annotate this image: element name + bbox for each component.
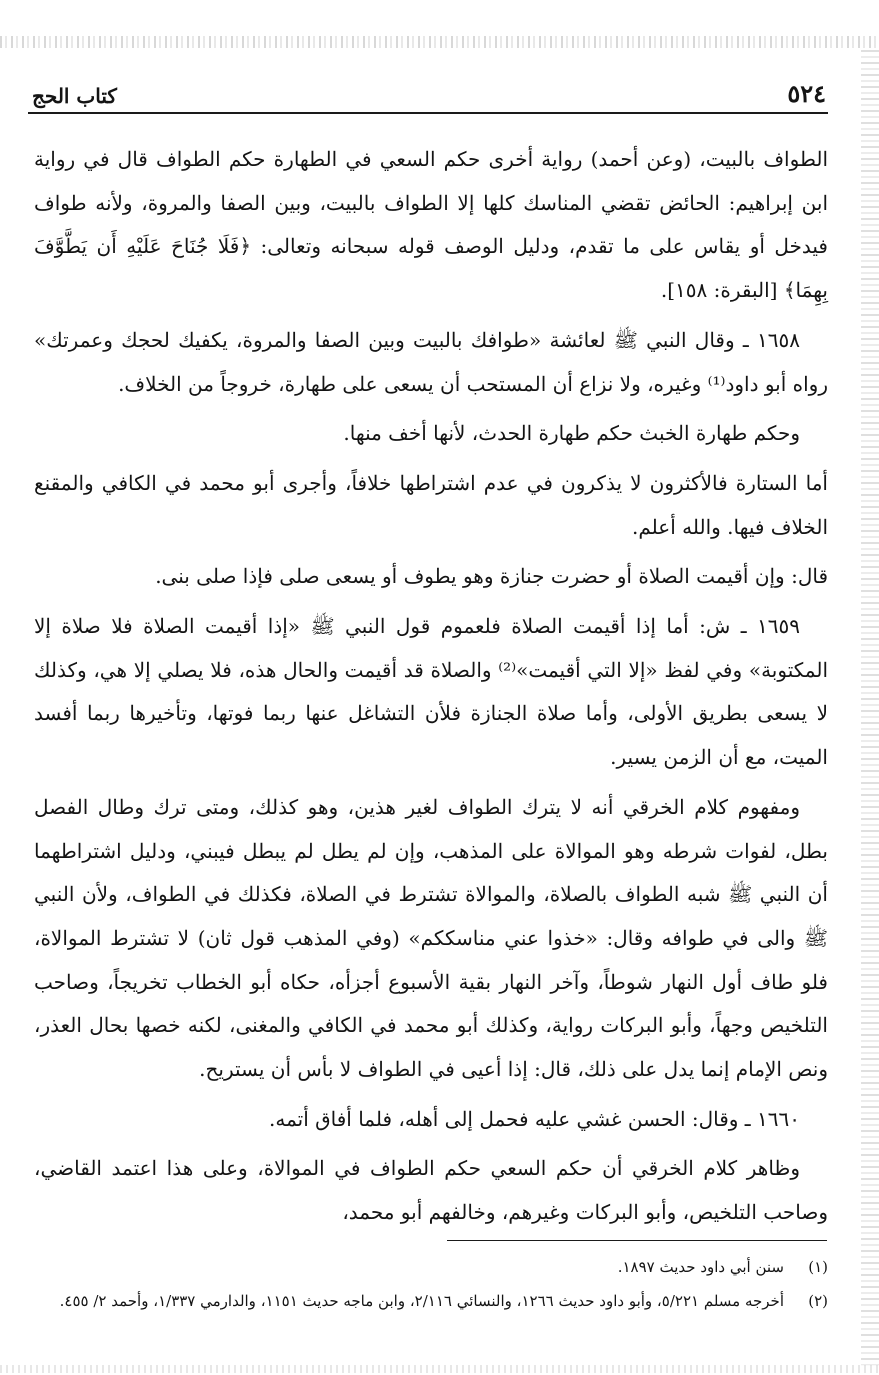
footnote-text: سنن أبي داود حديث ١٨٩٧. bbox=[617, 1258, 784, 1276]
footnote-number: (٢) bbox=[808, 1292, 828, 1310]
footnote-rule bbox=[447, 1240, 827, 1241]
paragraph: الطواف بالبيت، (وعن أحمد) رواية أخرى حكم السعي في الطهارة حكم الطواف قال في رواية ابن إبراهيم: الحائض تقضي المناسك كلها إلا الطواف بالبيت، وبين الصفا والمروة، ولأنه طواف فيدخل أو يقاس على ما تقدم، ودليل الوصف قوله سبحانه وتعالى: ﴿فَلَا جُنَاحَ عَلَيْهِ أَن يَطَّوَّفَ بِهِمَا﴾ [البقرة: ١٥٨]. bbox=[34, 147, 828, 303]
book-title: كتاب الحج bbox=[32, 84, 117, 108]
running-header bbox=[28, 78, 828, 114]
main-text bbox=[34, 138, 828, 1241]
scan-border-top bbox=[0, 36, 879, 48]
paragraph: وظاهر كلام الخرقي أن حكم السعي حكم الطواف في الموالاة، وعلى هذا اعتمد القاضي، وصاحب التلخيص، وأبو البركات وغيرهم، وخالفهم أبو محمد، bbox=[34, 1156, 828, 1225]
paragraph: ١٦٥٨ ـ وقال النبي ﷺ لعائشة «طوافك بالبيت وبين الصفا والمروة، يكفيك لحجك وعمرتك» رواه أبو داود⁽¹⁾ وغيره، ولا نزاع أن المستحب أن يسعى على طهارة، خروجاً من الخلاف. bbox=[34, 327, 828, 396]
footnotes bbox=[34, 1250, 828, 1318]
footnote-text: أخرجه مسلم ٥/٢٢١، وأبو داود حديث ١٢٦٦، والنسائي ٢/١١٦، وابن ماجه حديث ١١٥١، والدارمي ١/٣٣٧، وأحمد ٢/ ٤٥٥. bbox=[59, 1292, 784, 1310]
paragraph: أما الستارة فالأكثرون لا يذكرون في عدم اشتراطها خلافاً، وأجرى أبو محمد في الكافي والمقنع الخلاف فيها. والله أعلم. bbox=[34, 470, 828, 539]
paragraph: ١٦٥٩ ـ ش: أما إذا أقيمت الصلاة فلعموم قول النبي ﷺ «إذا أقيمت الصلاة فلا صلاة إلا المكتوبة» وفي لفظ «إلا التي أقيمت»⁽²⁾ والصلاة قد أقيمت والحال هذه، فلا يصلي إلا هي، وكذلك لا يسعى بطريق الأولى، وأما صلاة الجنازة فلأن التشاغل عنها ربما فوتها، وتأخيرها ربما أفسد الميت، مع أن الزمن يسير. bbox=[34, 614, 828, 770]
paragraph: ١٦٦٠ ـ وقال: الحسن غشي عليه فحمل إلى أهله، فلما أفاق أتمه. bbox=[269, 1106, 800, 1131]
paragraph: ومفهوم كلام الخرقي أنه لا يترك الطواف لغير هذين، وهو كذلك، ومتى ترك وطال الفصل بطل، لفوات شرطه وهو الموالاة على المذهب، وإن لم يطل لم يبطل فيبني، ودليل اشتراطهما أن النبي ﷺ شبه الطواف بالصلاة، والموالاة تشترط في الصلاة، فكذلك في الطواف، ولأن النبي ﷺ والى في طوافه وقال: «خذوا عني مناسككم» (وفي المذهب قول ثان) لا تشترط الموالاة، فلو طاف أول النهار شوطاً، وآخر النهار بقية الأسبوع أجزأه، حكاه أبو الخطاب تخريجاً، وصاحب التلخيص وجهاً، وأبو البركات رواية، وكذلك أبو محمد في الكافي والمغنى، لكنه خصها بحال العذر، ونص الإمام إنما يدل على ذلك، قال: إذا أعيى في الطواف لا بأس أن يستريح. bbox=[34, 794, 828, 1082]
footnote bbox=[34, 1284, 828, 1318]
footnote bbox=[34, 1250, 828, 1284]
page-number: ٥٢٤ bbox=[787, 79, 826, 108]
scan-border-bottom bbox=[0, 1365, 879, 1373]
paragraph: قال: وإن أقيمت الصلاة أو حضرت جنازة وهو يطوف أو يسعى صلى فإذا صلى بنى. bbox=[155, 564, 828, 589]
footnote-number: (١) bbox=[808, 1258, 828, 1276]
paragraph: وحكم طهارة الخبث حكم طهارة الحدث، لأنها أخف منها. bbox=[343, 421, 800, 446]
scan-border-side bbox=[861, 50, 879, 1370]
